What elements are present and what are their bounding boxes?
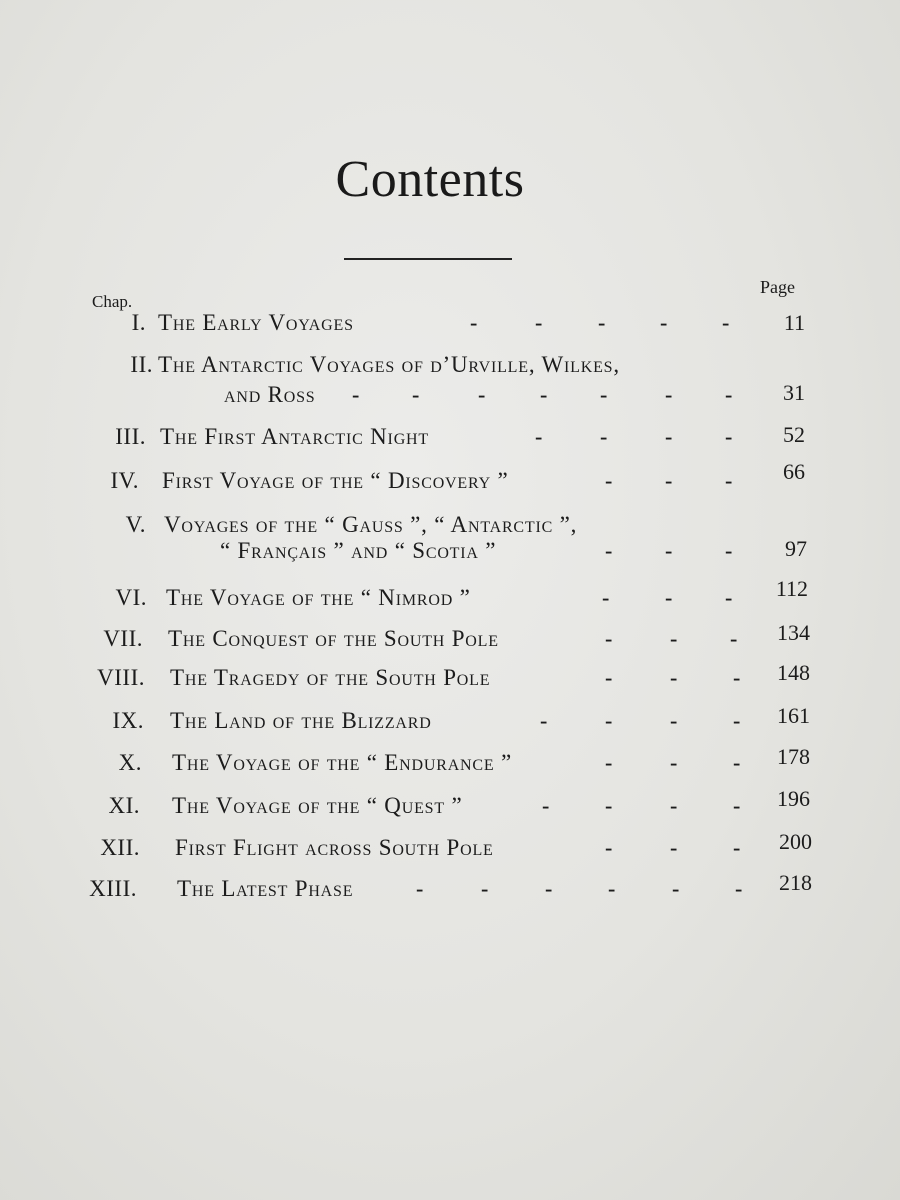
leader-dash: - <box>725 382 733 407</box>
leader-dash: - <box>725 424 733 449</box>
leader-dash: - <box>605 626 613 651</box>
leader-dash: - <box>730 626 738 651</box>
leader-dash: - <box>545 876 553 901</box>
chapter-title: The Early Voyages <box>158 310 354 335</box>
leader-dash: - <box>605 538 613 563</box>
leader-dash: - <box>600 424 608 449</box>
leader-dash: - <box>725 538 733 563</box>
leader-dash: - <box>598 310 606 335</box>
page-number: 52 <box>783 422 805 447</box>
leader-dash: - <box>540 708 548 733</box>
chapter-numeral: XI. <box>108 793 140 818</box>
leader-dash: - <box>478 382 486 407</box>
leader-dash: - <box>670 708 678 733</box>
leader-dash: - <box>665 585 673 610</box>
page-number: 134 <box>777 620 810 645</box>
chapter-title: The Tragedy of the South Pole <box>170 665 491 690</box>
leader-dash: - <box>733 708 741 733</box>
page-number: 97 <box>785 536 807 561</box>
page-number: 218 <box>779 870 812 895</box>
leader-dash: - <box>470 310 478 335</box>
page-number: 148 <box>777 660 810 685</box>
page-number: 31 <box>783 380 805 405</box>
chapter-numeral: VI. <box>115 585 147 610</box>
leader-dash: - <box>672 876 680 901</box>
chapter-numeral: X. <box>118 750 142 775</box>
chapter-column-header: Chap. <box>92 292 133 311</box>
leader-dash: - <box>535 310 543 335</box>
chapter-title: Voyages of the “ Gauss ”, “ Antarctic ”, <box>164 512 578 537</box>
chapter-numeral: VIII. <box>97 665 145 690</box>
leader-dash: - <box>660 310 668 335</box>
chapter-title: The Voyage of the “ Nimrod ” <box>166 585 471 610</box>
leader-dash: - <box>733 835 741 860</box>
leader-dash: - <box>602 585 610 610</box>
chapter-numeral: V. <box>125 512 146 537</box>
leader-dash: - <box>416 876 424 901</box>
leader-dash: - <box>535 424 543 449</box>
title-rule <box>344 258 512 260</box>
chapter-numeral: VII. <box>103 626 143 651</box>
chapter-title: The Voyage of the “ Endurance ” <box>172 750 513 775</box>
chapter-title: The Conquest of the South Pole <box>168 626 499 651</box>
leader-dash: - <box>670 665 678 690</box>
chapter-numeral: XIII. <box>89 876 137 901</box>
page-number: 66 <box>783 459 805 484</box>
chapter-numeral: XII. <box>100 835 140 860</box>
page-number: 200 <box>779 829 812 854</box>
leader-dash: - <box>670 750 678 775</box>
leader-dash: - <box>670 626 678 651</box>
leader-dash: - <box>665 424 673 449</box>
chapter-title: First Voyage of the “ Discovery ” <box>162 468 509 493</box>
page-column-header: Page <box>760 277 795 297</box>
chapter-numeral: IX. <box>112 708 144 733</box>
leader-dash: - <box>725 468 733 493</box>
leader-dash: - <box>412 382 420 407</box>
chapter-numeral: IV. <box>110 468 139 493</box>
leader-dash: - <box>725 585 733 610</box>
leader-dash: - <box>481 876 489 901</box>
leader-dash: - <box>722 310 730 335</box>
chapter-title: The Land of the Blizzard <box>170 708 432 733</box>
chapter-numeral: I. <box>131 310 146 335</box>
chapter-title: The Antarctic Voyages of d’Urville, Wilkes, <box>158 352 620 377</box>
chapter-title: The Voyage of the “ Quest ” <box>172 793 463 818</box>
page-number: 112 <box>775 576 808 601</box>
chapter-numeral: III. <box>115 424 146 449</box>
chapter-title: First Flight across South Pole <box>175 835 494 860</box>
leader-dash: - <box>733 665 741 690</box>
leader-dash: - <box>542 793 550 818</box>
leader-dash: - <box>665 382 673 407</box>
chapter-title-continuation: and Ross <box>224 382 316 407</box>
page-number: 196 <box>777 786 810 811</box>
chapter-numeral: II. <box>130 352 153 377</box>
leader-dash: - <box>733 793 741 818</box>
leader-dash: - <box>352 382 360 407</box>
page-number: 11 <box>783 310 805 335</box>
leader-dash: - <box>540 382 548 407</box>
leader-dash: - <box>605 708 613 733</box>
leader-dash: - <box>605 665 613 690</box>
page-title: Contents <box>335 151 525 208</box>
page-number: 178 <box>777 744 810 769</box>
leader-dash: - <box>735 876 743 901</box>
page-number: 161 <box>777 703 810 728</box>
chapter-title-continuation: “ Français ” and “ Scotia ” <box>220 538 497 563</box>
leader-dash: - <box>670 793 678 818</box>
leader-dash: - <box>605 468 613 493</box>
leader-dash: - <box>670 835 678 860</box>
leader-dash: - <box>605 750 613 775</box>
leader-dash: - <box>605 835 613 860</box>
chapter-title: The Latest Phase <box>177 876 354 901</box>
leader-dash: - <box>608 876 616 901</box>
leader-dash: - <box>600 382 608 407</box>
leader-dash: - <box>665 538 673 563</box>
leader-dash: - <box>605 793 613 818</box>
leader-dash: - <box>733 750 741 775</box>
leader-dash: - <box>665 468 673 493</box>
chapter-title: The First Antarctic Night <box>160 424 429 449</box>
